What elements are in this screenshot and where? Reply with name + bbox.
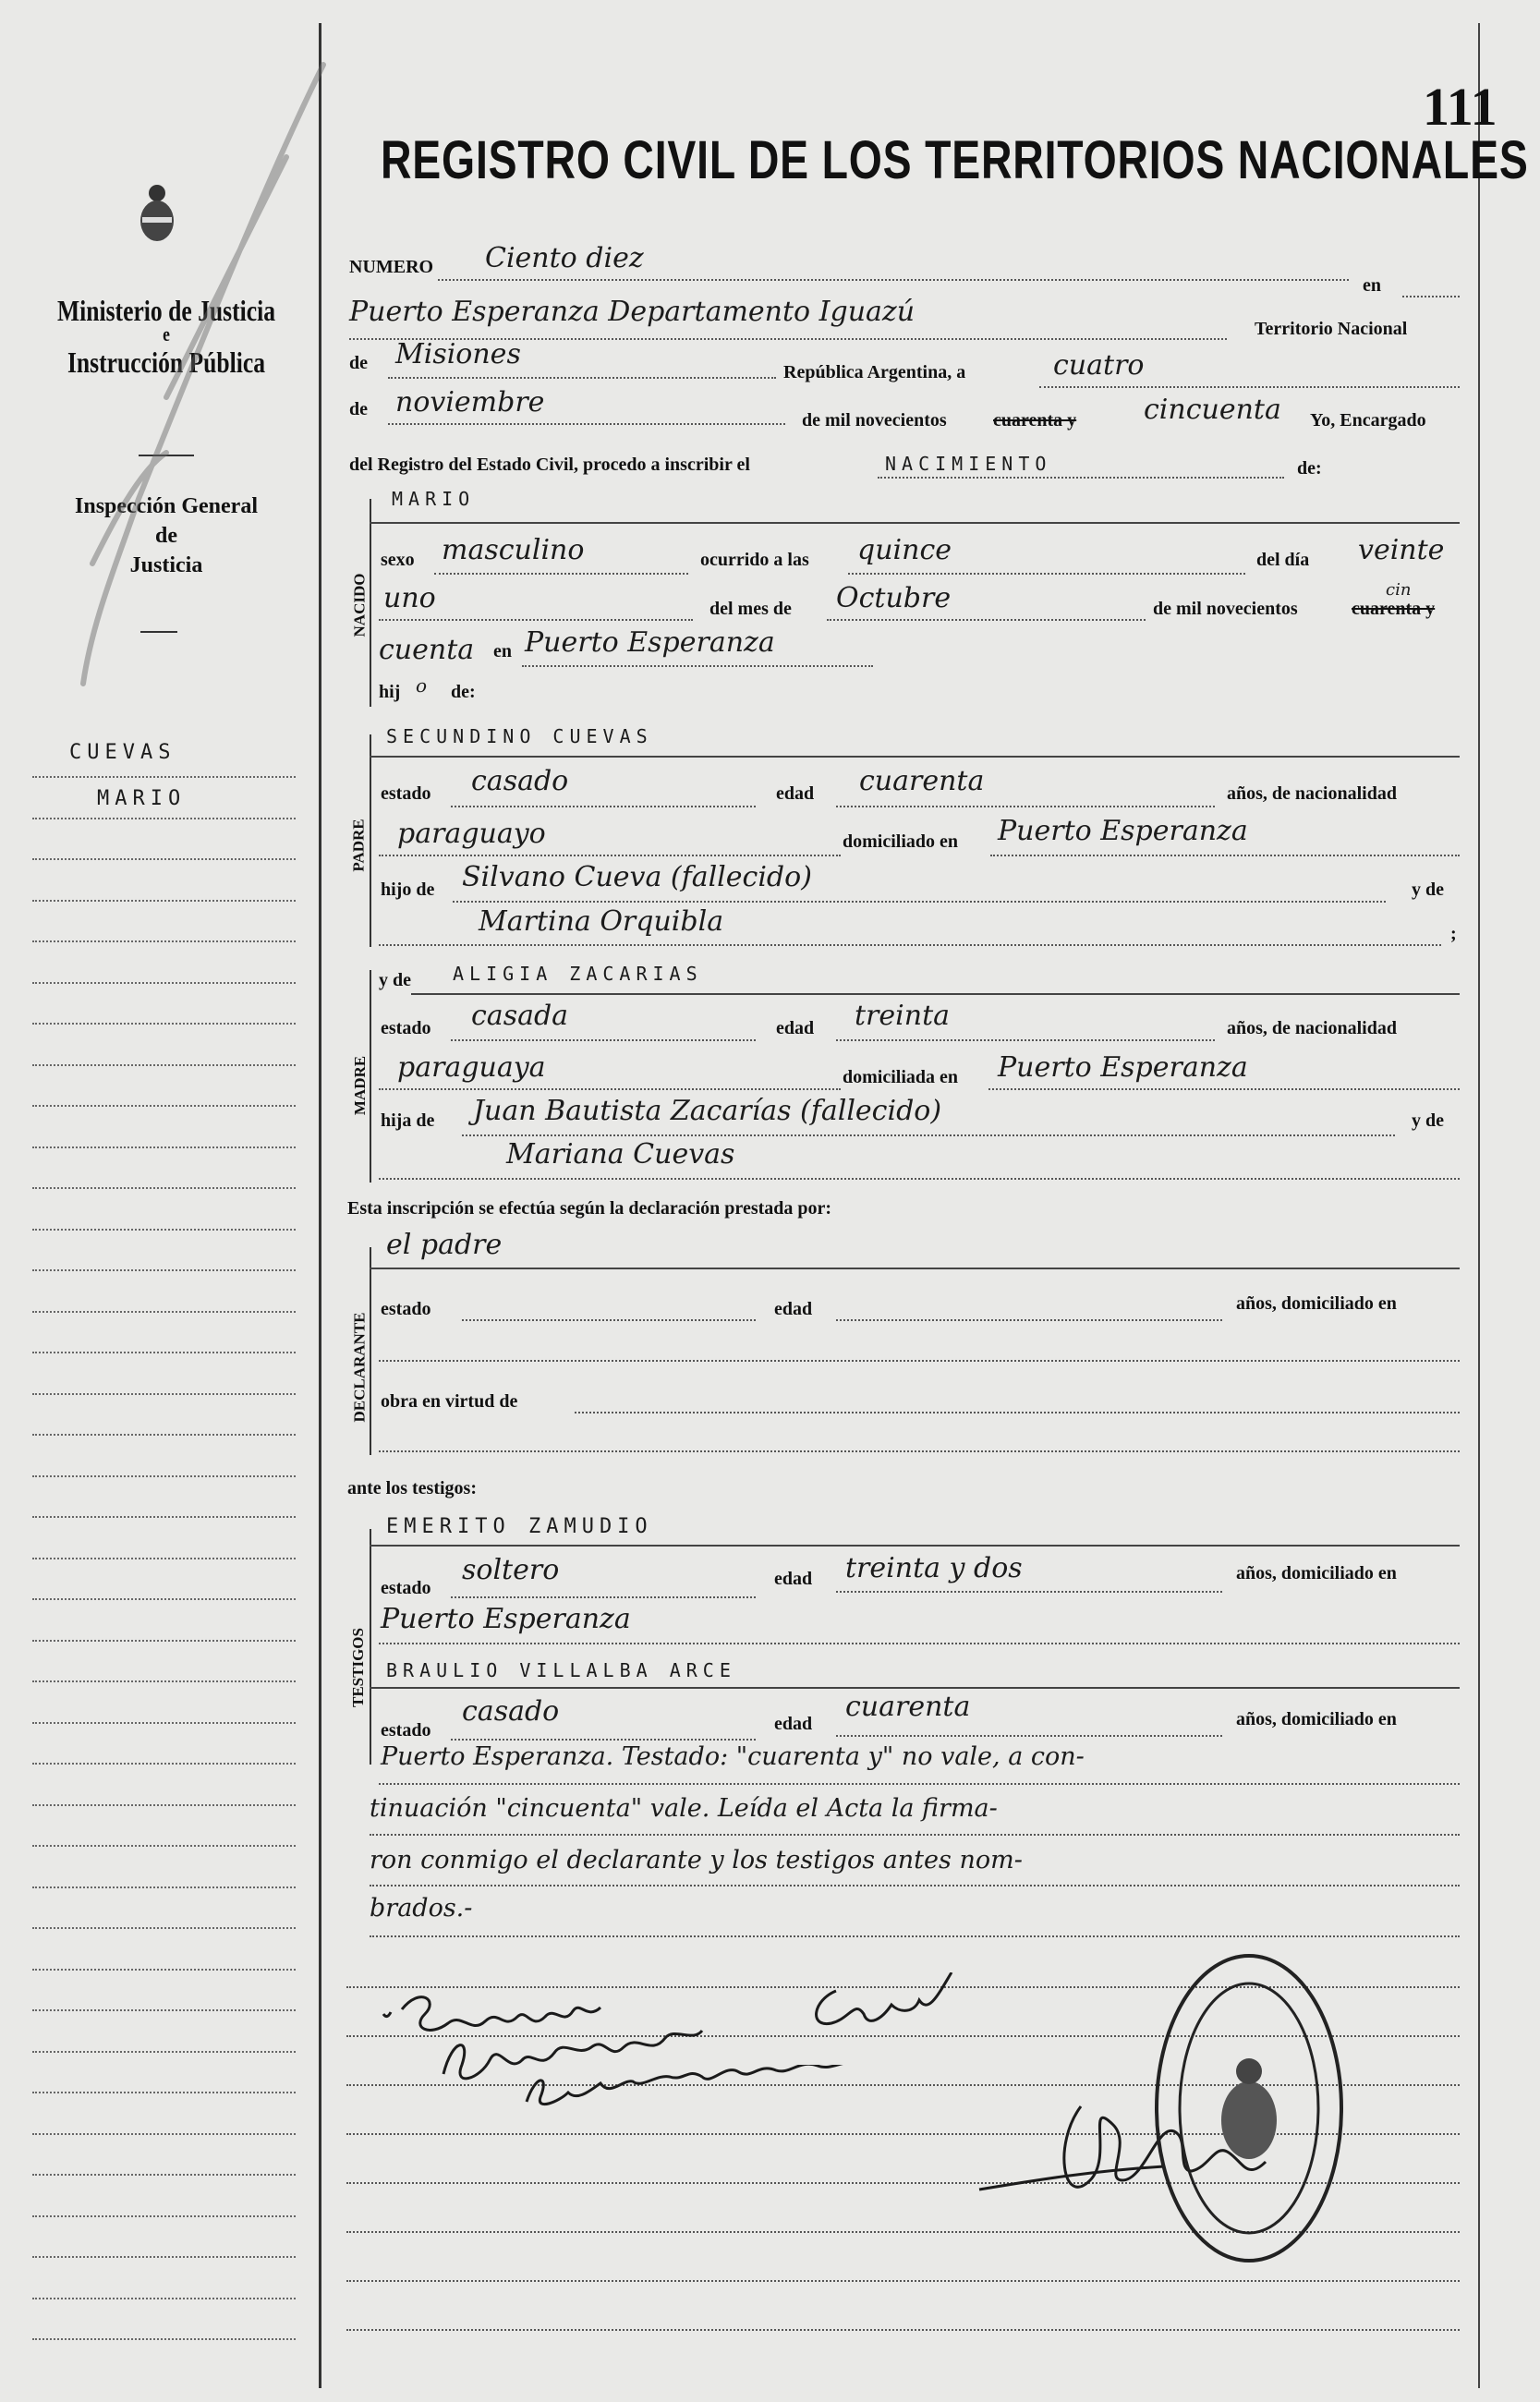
line xyxy=(988,1088,1460,1090)
label-anios-dom-t2: años, domiciliado en xyxy=(1236,1709,1397,1729)
line xyxy=(836,1039,1215,1041)
label-mil-nov: de mil novecientos xyxy=(802,410,947,431)
signature-testigo2 xyxy=(517,2065,905,2120)
label-inscripcion: Esta inscripción se efectúa según la declaración prestada por: xyxy=(347,1198,832,1219)
value-padre-hijo-de-1: Silvano Cueva (fallecido) xyxy=(462,861,812,893)
value-madre-edad: treinta xyxy=(855,1000,951,1032)
margin-ruled-line xyxy=(32,2338,296,2340)
line xyxy=(836,1319,1222,1321)
line xyxy=(370,1687,1460,1689)
section-nacido: NACIDO xyxy=(350,573,369,637)
line xyxy=(451,1739,756,1741)
margin-ruled-line xyxy=(32,2256,296,2258)
line xyxy=(836,1735,1222,1737)
label-del-dia: del día xyxy=(1256,550,1310,570)
line xyxy=(1039,386,1460,388)
margin-ruled-line xyxy=(32,1023,296,1025)
margin-ruled-line xyxy=(32,2051,296,2053)
value-padre-estado: casado xyxy=(471,765,569,797)
label-ante-testigos: ante los testigos: xyxy=(347,1478,477,1498)
label-estado-t2: estado xyxy=(381,1720,431,1741)
value-t2-domicilio-1: Puerto Esperanza. Testado: "cuarenta y" no vale, a con- xyxy=(381,1742,1085,1771)
bracket xyxy=(370,1529,371,1765)
value-dia-nac-2: uno xyxy=(383,582,436,614)
margin-ruled-line xyxy=(32,2092,296,2093)
value-nombre: MARIO xyxy=(392,488,476,510)
label-estado-madre: estado xyxy=(381,1018,431,1038)
value-mes-nac: Octubre xyxy=(836,582,952,614)
bracket xyxy=(370,734,371,947)
line xyxy=(388,377,776,379)
margin-ruled-line xyxy=(32,1475,296,1477)
value-dia-nac-1: veinte xyxy=(1358,534,1445,566)
margin-surname: CUEVAS xyxy=(69,741,176,764)
margin-ruled-line xyxy=(32,940,296,942)
margin-ruled-line xyxy=(32,1763,296,1765)
margin-ruled-line xyxy=(32,2215,296,2217)
margin-ruled-line xyxy=(32,1434,296,1436)
value-t1-nombre: EMERITO ZAMUDIO xyxy=(386,1515,653,1538)
value-padre-nacionalidad: paraguayo xyxy=(397,818,546,850)
line xyxy=(451,1596,756,1598)
value-lugar-nac: Puerto Esperanza xyxy=(525,626,775,659)
value-anio-inscripcion: cincuenta xyxy=(1144,394,1281,426)
line xyxy=(370,1834,1460,1836)
value-madre-nacionalidad: paraguaya xyxy=(397,1051,546,1084)
section-padre: PADRE xyxy=(349,819,368,872)
label-anios-nac-madre: años, de nacionalidad xyxy=(1227,1018,1397,1038)
label-numero: NUMERO xyxy=(349,257,434,277)
line xyxy=(379,944,1441,946)
line xyxy=(370,1885,1460,1886)
value-t2-domicilio-4: brados.- xyxy=(370,1894,473,1923)
value-sexo: masculino xyxy=(442,534,585,566)
line xyxy=(379,1783,1460,1785)
line xyxy=(379,1360,1460,1362)
margin-ruled-line xyxy=(32,900,296,902)
margin-ruled-line xyxy=(32,1722,296,1724)
margin-ruled-line xyxy=(32,818,296,819)
value-madre-estado: casada xyxy=(471,1000,569,1032)
value-dia-inscripcion: cuatro xyxy=(1053,349,1145,382)
margin-ruled-line xyxy=(32,2133,296,2135)
label-estado: estado xyxy=(381,783,431,804)
margin-ruled-line xyxy=(32,858,296,860)
label-de-colon-2: de: xyxy=(451,682,476,702)
label-del-registro: del Registro del Estado Civil, procedo a inscribir el xyxy=(349,455,750,475)
value-anio-nac-1: cin xyxy=(1386,580,1412,600)
label-yo-encargado: Yo, Encargado xyxy=(1310,410,1426,431)
margin-ruled-line xyxy=(32,1598,296,1600)
line xyxy=(438,279,1349,281)
bracket xyxy=(370,499,371,707)
line xyxy=(1402,296,1460,297)
right-edge xyxy=(1478,23,1480,2388)
margin-ruled-line xyxy=(32,1229,296,1231)
value-territorio: Misiones xyxy=(395,338,521,370)
value-t1-edad: treinta y dos xyxy=(845,1552,1023,1584)
line xyxy=(379,855,841,856)
label-hija-de: hija de xyxy=(381,1110,435,1131)
value-t1-estado: soltero xyxy=(462,1554,560,1586)
line xyxy=(411,993,1460,995)
line xyxy=(379,1088,841,1090)
signature-ruled-line xyxy=(346,2280,1460,2282)
margin-ruled-line xyxy=(32,1640,296,1642)
line xyxy=(370,1268,1460,1269)
value-madre-hija-de-1: Juan Bautista Zacarías (fallecido) xyxy=(473,1095,942,1127)
label-del-mes: del mes de xyxy=(709,599,792,619)
label-estado-t1: estado xyxy=(381,1578,431,1598)
label-mil-nov-2: de mil novecientos xyxy=(1153,599,1298,619)
label-edad-decl: edad xyxy=(774,1299,813,1319)
bracket xyxy=(370,1247,371,1455)
label-y-de-madre: y de xyxy=(379,970,411,990)
label-edad: edad xyxy=(776,783,815,804)
line xyxy=(575,1412,1460,1413)
value-anio-nac-2: cuenta xyxy=(379,634,475,666)
margin-ruled-line xyxy=(32,1269,296,1271)
label-hijo-de: hijo de xyxy=(381,880,435,900)
line xyxy=(370,756,1460,758)
label-obra-virtud: obra en virtud de xyxy=(381,1391,518,1412)
margin-ruled-line xyxy=(32,1845,296,1847)
line xyxy=(379,1643,1460,1644)
label-de: de xyxy=(349,353,368,373)
value-hijo-suffix: o xyxy=(416,674,428,697)
line xyxy=(434,573,688,575)
label-y-de: y de xyxy=(1412,880,1444,900)
inspection-name: Inspección General de Justicia xyxy=(75,494,258,577)
line xyxy=(462,1319,756,1321)
label-anios-nac: años, de nacionalidad xyxy=(1227,783,1397,804)
page-title: REGISTRO CIVIL DE LOS TERRITORIOS NACIONALES xyxy=(381,130,1529,190)
ministry-name: Ministerio de Justicia e Instrucción Pública xyxy=(56,294,276,379)
label-sexo: sexo xyxy=(381,550,415,570)
section-testigos: TESTIGOS xyxy=(349,1628,367,1707)
line xyxy=(370,1935,1460,1937)
margin-ruled-line xyxy=(32,1187,296,1189)
signature-ruled-line xyxy=(346,2329,1460,2331)
label-domiciliado: domiciliado en xyxy=(843,831,959,852)
line xyxy=(990,855,1460,856)
label-territorio: Territorio Nacional xyxy=(1255,319,1408,339)
label-anios-dom-decl: años, domiciliado en xyxy=(1236,1293,1397,1314)
pencil-mark xyxy=(28,55,342,721)
line xyxy=(462,1134,1395,1136)
label-de-colon: de: xyxy=(1297,458,1322,479)
label-hijo: hij xyxy=(379,682,401,702)
value-t2-estado: casado xyxy=(462,1695,560,1728)
section-madre: MADRE xyxy=(351,1055,370,1116)
value-numero: Ciento diez xyxy=(485,242,644,274)
line xyxy=(451,806,756,807)
value-t2-domicilio-3: ron conmigo el declarante y los testigos antes nom- xyxy=(370,1846,1023,1874)
line xyxy=(379,1178,1460,1180)
line xyxy=(848,573,1245,575)
value-tipo: NACIMIENTO xyxy=(885,453,1052,475)
value-padre-domicilio: Puerto Esperanza xyxy=(998,815,1248,847)
value-t1-domicilio: Puerto Esperanza xyxy=(381,1603,631,1635)
value-padre-nombre: SECUNDINO CUEVAS xyxy=(386,725,653,747)
label-ocurrido: ocurrido a las xyxy=(700,550,809,570)
margin-ruled-line xyxy=(32,1352,296,1353)
margin-ruled-line xyxy=(32,2298,296,2299)
line xyxy=(836,1591,1222,1593)
margin-ruled-line xyxy=(32,1804,296,1806)
label-cuarenta-y: cuarenta y xyxy=(993,410,1077,431)
margin-ruled-line xyxy=(32,1969,296,1971)
official-seal-icon xyxy=(1150,1949,1349,2268)
label-cuarenta-y-2: cuarenta y xyxy=(1352,599,1436,619)
label-estado-decl: estado xyxy=(381,1299,431,1319)
margin-ruled-line xyxy=(32,1886,296,1888)
value-madre-hija-de-2: Mariana Cuevas xyxy=(506,1138,735,1171)
margin-ruled-line xyxy=(32,776,296,778)
label-en: en xyxy=(1363,275,1381,296)
margin-ruled-line xyxy=(32,1146,296,1148)
label-edad-t1: edad xyxy=(774,1569,813,1589)
value-t2-domicilio-2: tinuación "cincuenta" vale. Leída el Acta la firma- xyxy=(370,1794,998,1823)
bracket xyxy=(370,970,371,1183)
value-t2-nombre: BRAULIO VILLALBA ARCE xyxy=(386,1659,736,1681)
value-madre-domicilio: Puerto Esperanza xyxy=(998,1051,1248,1084)
label-domiciliada: domiciliada en xyxy=(843,1067,959,1087)
line xyxy=(379,619,693,621)
value-mes-inscripcion: noviembre xyxy=(395,386,545,419)
line xyxy=(451,1039,756,1041)
margin-ruled-line xyxy=(32,1311,296,1313)
value-declarante: el padre xyxy=(386,1229,503,1261)
value-padre-edad: cuarenta xyxy=(859,765,985,797)
line xyxy=(388,423,785,425)
margin-ruled-line xyxy=(32,982,296,984)
value-madre-nombre: ALIGIA ZACARIAS xyxy=(453,963,703,985)
line xyxy=(370,522,1460,524)
folio-number: 111 xyxy=(1423,77,1498,137)
margin-ruled-line xyxy=(32,1516,296,1518)
label-de2: de xyxy=(349,399,368,419)
line xyxy=(370,1545,1460,1547)
margin-ruled-line xyxy=(32,2174,296,2176)
section-declarante: DECLARANTE xyxy=(350,1312,369,1423)
line xyxy=(878,477,1284,479)
margin-ruled-line xyxy=(32,2009,296,2011)
label-republica: República Argentina, a xyxy=(783,362,966,382)
line xyxy=(453,901,1386,903)
margin-ruled-line xyxy=(32,1105,296,1107)
margin-ruled-line xyxy=(32,1064,296,1066)
line xyxy=(522,665,873,667)
margin-ruled-line xyxy=(32,1393,296,1395)
margin-ruled-line xyxy=(32,1680,296,1682)
margin-given-name: MARIO xyxy=(97,787,187,810)
line xyxy=(379,1450,1460,1452)
label-y-de-2: y de xyxy=(1412,1110,1444,1131)
label-edad-madre: edad xyxy=(776,1018,815,1038)
margin-ruled-line xyxy=(32,1927,296,1929)
value-lugar: Puerto Esperanza Departamento Iguazú xyxy=(349,296,916,328)
margin-ruled-line xyxy=(32,1558,296,1559)
label-en: en xyxy=(493,641,512,661)
value-t2-edad: cuarenta xyxy=(845,1691,971,1723)
line xyxy=(827,619,1146,621)
label-anios-dom-t1: años, domiciliado en xyxy=(1236,1563,1397,1583)
label-semicolon: ; xyxy=(1450,924,1457,944)
value-padre-hijo-de-2: Martina Orquibla xyxy=(479,905,724,938)
label-edad-t2: edad xyxy=(774,1714,813,1734)
line xyxy=(836,806,1215,807)
value-hora: quince xyxy=(857,534,952,566)
